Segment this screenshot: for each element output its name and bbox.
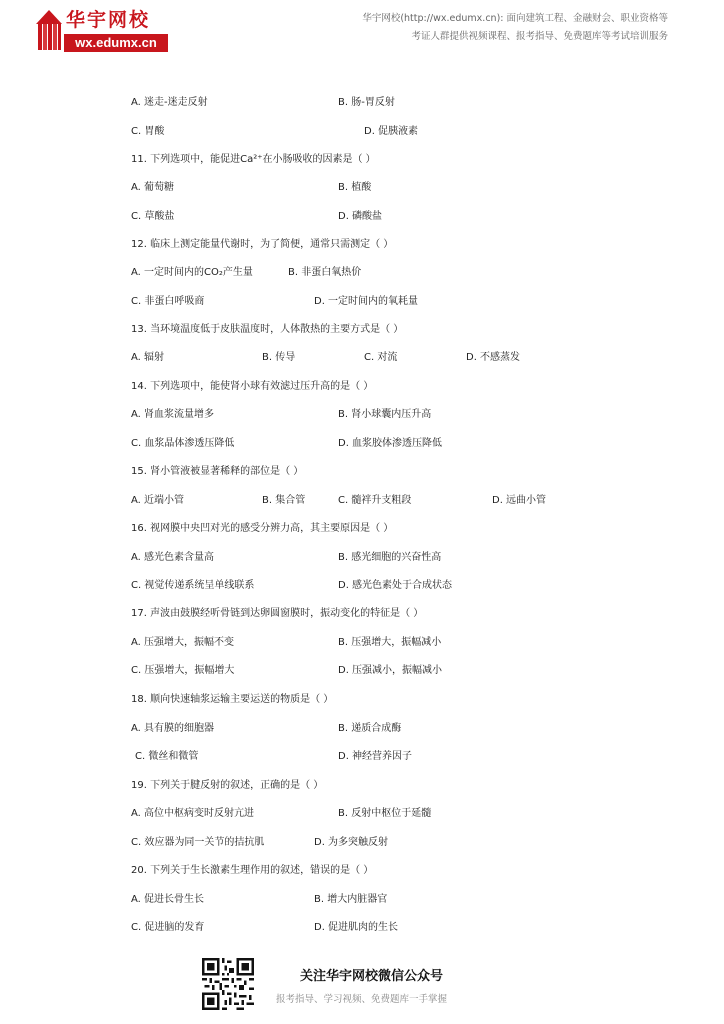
page-footer (0, 955, 724, 1015)
footer-title: 关注华宇网校微信公众号 (300, 969, 444, 984)
text-line: B. 植酸 (338, 182, 372, 193)
text-line: B. 非蛋白氧热价 (288, 267, 362, 278)
text-line: A. 感光色素含量高 (131, 552, 215, 563)
text-line: B. 传导 (262, 352, 296, 363)
text-line: A. 近端小管 (131, 495, 185, 506)
text-line: C. 胃酸 (131, 126, 165, 137)
text-line: D. 感光色素处于合成状态 (338, 580, 453, 591)
text-line: B. 反射中枢位于延髓 (338, 808, 432, 819)
text-line: A. 促进长骨生长 (131, 894, 205, 905)
text-line: B. 集合管 (262, 495, 306, 506)
text-line: C. 血浆晶体渗透压降低 (131, 438, 235, 449)
text-line: 12. 临床上测定能量代谢时，为了简便，通常只需测定（ ） (131, 239, 394, 250)
logo-name: 华宇网校 (66, 9, 151, 31)
text-line: C. 对流 (364, 352, 398, 363)
text-line: 11. 下列选项中，能促进Ca²⁺在小肠吸收的因素是（ ） (131, 154, 376, 165)
text-line: D. 远曲小管 (492, 495, 547, 506)
text-line: A. 葡萄糖 (131, 182, 175, 193)
text-line: D. 压强减小，振幅减小 (338, 665, 443, 676)
text-line: 17. 声波由鼓膜经听骨链到达卵圆窗膜时，振动变化的特征是（ ） (131, 608, 424, 619)
text-line: A. 迷走-迷走反射 (131, 97, 208, 108)
text-line: C. 效应器为同一关节的拮抗肌 (131, 837, 265, 848)
text-line: A. 具有膜的细胞器 (131, 723, 215, 734)
text-line: A. 肾血浆流量增多 (131, 409, 215, 420)
text-line: B. 增大内脏器官 (314, 894, 388, 905)
text-line: A. 压强增大，振幅不变 (131, 637, 235, 648)
text-line: 13. 当环境温度低于皮肤温度时，人体散热的主要方式是（ ） (131, 324, 404, 335)
text-line: B. 感光细胞的兴奋性高 (338, 552, 442, 563)
text-line: D. 磷酸盐 (338, 211, 383, 222)
logo-url: wx.edumx.cn (64, 34, 168, 52)
footer-subtitle: 报考指导、学习视频、免费题库一手掌握 (276, 994, 448, 1005)
text-line: 16. 视网膜中央凹对光的感受分辨力高，其主要原因是（ ） (131, 523, 394, 534)
text-line: 20. 下列关于生长激素生理作用的叙述，错误的是（ ） (131, 865, 374, 876)
text-line: C. 微丝和微管 (135, 751, 199, 762)
text-line: C. 草酸盐 (131, 211, 175, 222)
text-line: A. 一定时间内的CO₂产生量 (131, 267, 253, 278)
text-line: C. 髓袢升支粗段 (338, 495, 412, 506)
text-line: C. 非蛋白呼吸商 (131, 296, 205, 307)
text-line: D. 不感蒸发 (466, 352, 521, 363)
text-line: D. 神经营养因子 (338, 751, 413, 762)
text-line: A. 高位中枢病变时反射亢进 (131, 808, 255, 819)
text-line: C. 压强增大，振幅增大 (131, 665, 235, 676)
qr-code-icon (202, 958, 254, 1010)
text-line: A. 辐射 (131, 352, 165, 363)
text-line: 14. 下列选项中，能使肾小球有效滤过压升高的是（ ） (131, 381, 374, 392)
header-tagline-line2: 考证人群提供视频课程、报考指导、免费题库等考试培训服务 (411, 31, 668, 42)
text-line: B. 肠-胃反射 (338, 97, 395, 108)
text-line: D. 促进肌肉的生长 (314, 922, 399, 933)
text-line: B. 压强增大，振幅减小 (338, 637, 442, 648)
text-line: 19. 下列关于腱反射的叙述，正确的是（ ） (131, 780, 324, 791)
text-line: D. 促胰液素 (364, 126, 419, 137)
text-line: D. 血浆胶体渗透压降低 (338, 438, 443, 449)
text-line: D. 为多突触反射 (314, 837, 389, 848)
header-tagline-line1: 华宇网校(http://wx.edumx.cn): 面向建筑工程、金融财会、职业资格等 (362, 13, 668, 24)
text-line: B. 递质合成酶 (338, 723, 402, 734)
text-line: 15. 肾小管液被显著稀释的部位是（ ） (131, 466, 304, 477)
text-line: B. 肾小球囊内压升高 (338, 409, 432, 420)
text-line: D. 一定时间内的氧耗量 (314, 296, 419, 307)
text-line: C. 视觉传递系统呈单线联系 (131, 580, 255, 591)
text-line: 18. 顺向快速轴浆运输主要运送的物质是（ ） (131, 694, 334, 705)
text-line: C. 促进脑的发育 (131, 922, 205, 933)
